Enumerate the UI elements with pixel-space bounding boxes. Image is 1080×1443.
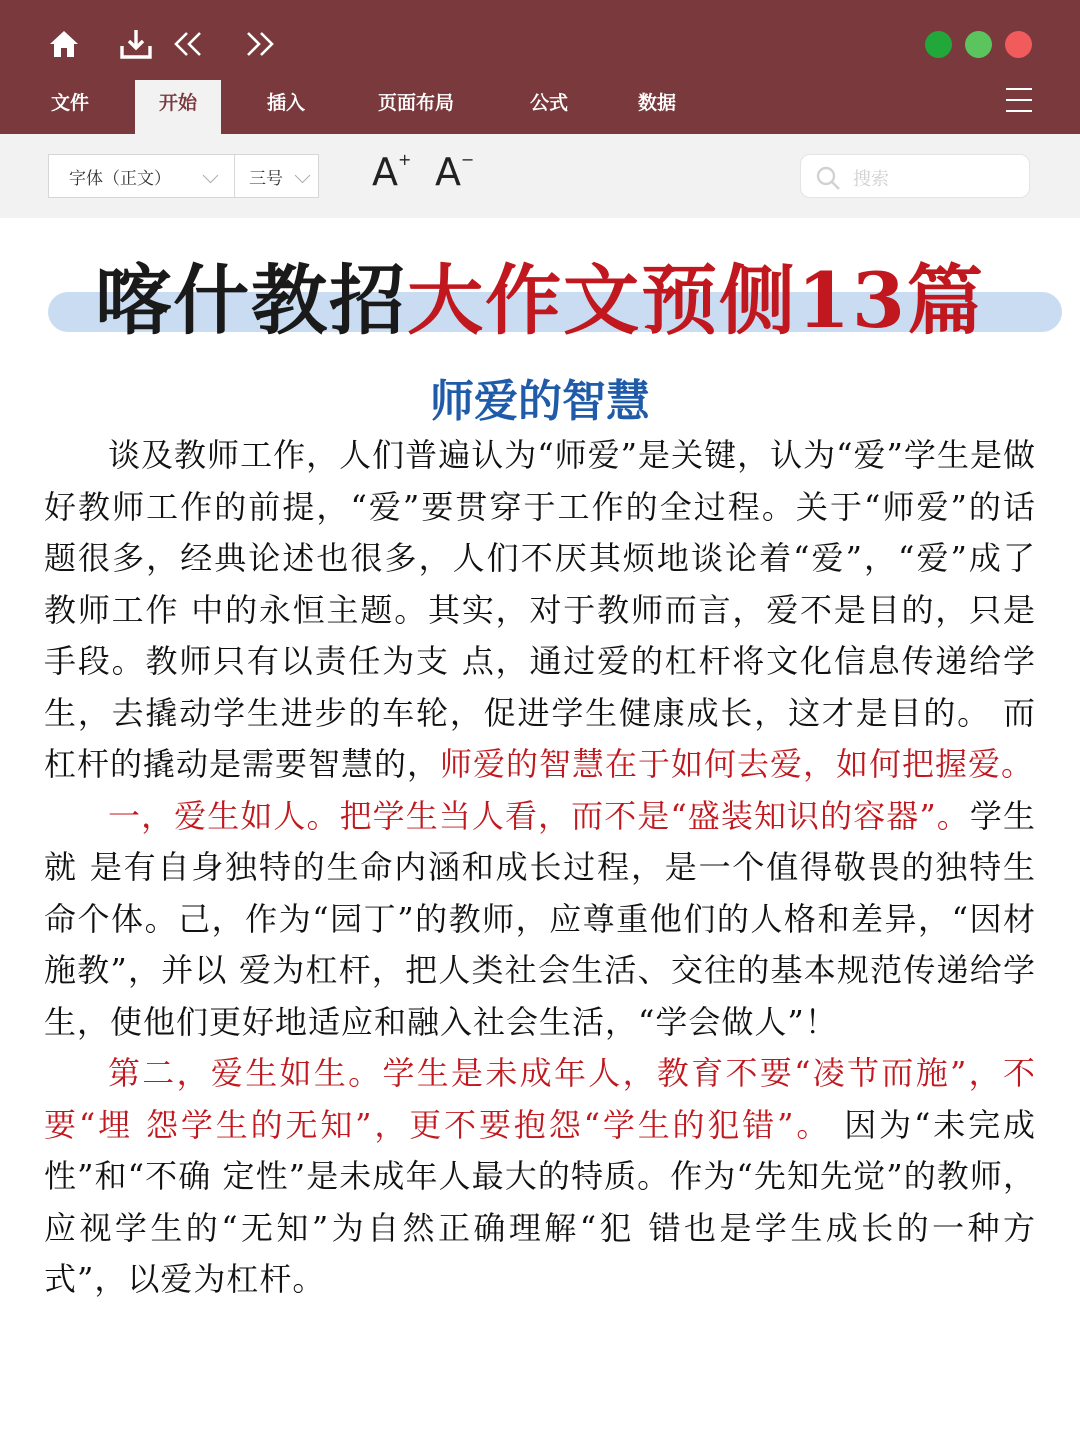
- tab-data[interactable]: 数据: [637, 92, 676, 114]
- paragraph-1: [44, 430, 1036, 791]
- search-icon: [815, 165, 841, 191]
- font-size-select[interactable]: [234, 154, 319, 198]
- chevron-down-icon: [203, 168, 219, 184]
- paragraph-3-text: 因为“未完成性”和“不确 定性”是未成年人最大的特质。作为“先知先觉”的教师，应视学生的“无知”为自然正确理解“犯 错也是学生成长的一种方式”，以爱为杠杆。: [44, 1105, 1036, 1298]
- tab-file[interactable]: 文件: [50, 92, 89, 114]
- search-box[interactable]: [800, 154, 1030, 198]
- paragraph-1-text: 谈及教师工作，人们普遍认为“师爱”是关键，认为“爱”学生是做 好教师工作的前提，“爱”要贯穿于工作的全过程。关于“师爱”的话题很多，经典论述也很多，人们不厌其烦地谈论着“爱”，“爱”成了教师工作 中的永恒主题。其实，对于教师而言，爱不是目的，只是手段。教师只有以责任为支 点，通过爱的杠杆将文化信息传递给学生，去撬动学生进步的车轮，促进学生健康成长，这才是目的。 而杠杆的撬动是需要智慧的，: [44, 436, 1036, 783]
- paragraph-3-highlight: 第二，爱生如生。学生是未成年人，教育不要“凌节而施”，不要“埋 怨学生的无知”，更不要抱怨“学生的犯错”。: [44, 1054, 1036, 1144]
- decrease-font-label: A: [435, 150, 461, 194]
- paragraph-2-highlight: 一，爱生如人。把学生当人看，而不是“盛装知识的容器”。: [108, 796, 970, 835]
- tab-page-layout[interactable]: 页面布局: [377, 92, 454, 114]
- tab-insert[interactable]: 插入: [266, 92, 305, 114]
- chevron-down-icon: [295, 168, 311, 184]
- font-size-value: 三号: [249, 168, 283, 189]
- document-subtitle: 师爱的智慧: [430, 376, 650, 427]
- decrease-font-button[interactable]: [435, 150, 474, 194]
- increase-font-button[interactable]: [372, 150, 411, 194]
- paragraph-1-highlight: 师爱的智慧在于如何去爱，如何把握爱。: [440, 745, 1035, 783]
- window-dot-green[interactable]: [925, 31, 952, 58]
- home-icon[interactable]: [46, 26, 82, 62]
- document-body: [44, 430, 1036, 1306]
- decrease-font-sup: −: [461, 150, 475, 170]
- menu-icon[interactable]: [1006, 88, 1032, 112]
- font-family-value: 字体（正文）: [69, 168, 171, 189]
- tab-home[interactable]: 开始: [135, 80, 221, 134]
- undo-icon[interactable]: [170, 26, 206, 62]
- window-dot-light-green[interactable]: [965, 31, 992, 58]
- search-placeholder: 搜索: [853, 169, 889, 190]
- tab-formula[interactable]: 公式: [529, 92, 568, 114]
- title-part-red: 大作文预侧13篇: [407, 256, 985, 345]
- redo-icon[interactable]: [242, 26, 278, 62]
- window-dot-red[interactable]: [1005, 31, 1032, 58]
- paragraph-3: [44, 1048, 1036, 1306]
- paragraph-2-text: 学生就 是有自身独特的生命内涵和成长过程，是一个值得敬畏的独特生 命个体。己，作为“园丁”的教师，应尊重他们的人格和差异，“因材施教”，并以 爱为杠杆，把人类社会生活、交往的基本规范传递给学生，使他们更好地适应和融入社会生活，“学会做人”！: [44, 796, 1036, 1041]
- increase-font-sup: +: [398, 150, 412, 170]
- title-part-black: 喀什教招: [95, 256, 408, 345]
- download-icon[interactable]: [118, 26, 154, 62]
- ribbon-header: [0, 0, 1080, 134]
- paragraph-2: [44, 791, 1036, 1049]
- font-family-select[interactable]: [48, 154, 235, 198]
- document-title: [0, 240, 1080, 349]
- increase-font-label: A: [372, 150, 398, 194]
